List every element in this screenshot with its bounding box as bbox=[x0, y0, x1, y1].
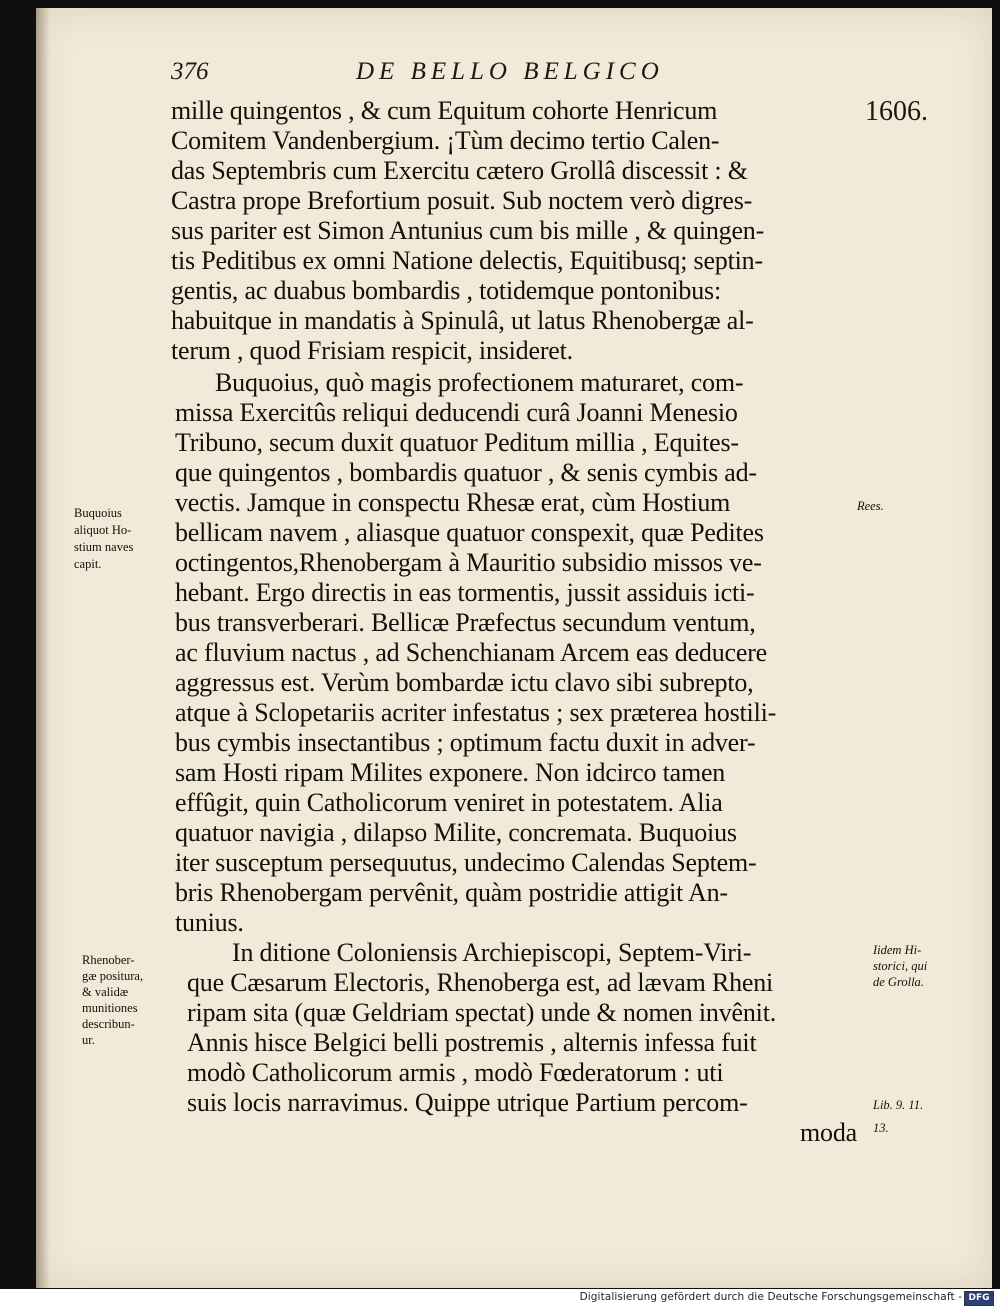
margin-note-right: Iidem Hi- bbox=[873, 943, 922, 957]
body-line: ripam sita (quæ Geldriam spectat) unde & nomen invênit. bbox=[187, 998, 777, 1027]
body-line: vectis. Jamque in conspectu Rhesæ erat, cùm Hostium bbox=[175, 488, 731, 517]
body-line: tunius. bbox=[175, 908, 244, 937]
body-line: Buquoius, quò magis profectionem maturaret, com- bbox=[215, 368, 744, 397]
body-line: moda bbox=[800, 1118, 857, 1147]
margin-note-right: 13. bbox=[873, 1121, 889, 1135]
margin-year: 1606. bbox=[865, 96, 928, 127]
body-line: tis Peditibus ex omni Natione delectis, Equitibusq; septin- bbox=[171, 246, 763, 275]
body-line: habuitque in mandatis à Spinulâ, ut latus Rhenobergæ al- bbox=[171, 306, 754, 335]
margin-note-left: aliquot Ho- bbox=[74, 523, 132, 537]
body-line: Tribuno, secum duxit quatuor Peditum millia , Equites- bbox=[175, 428, 739, 457]
footer-credit: Digitalisierung gefördert durch die Deutsche Forschungsgemeinschaft - bbox=[579, 1291, 962, 1303]
body-line: que Cæsarum Electoris, Rhenoberga est, ad lævam Rheni bbox=[187, 968, 774, 997]
margin-note-left: munitiones bbox=[82, 1001, 138, 1015]
margin-note-right: Lib. 9. 11. bbox=[873, 1098, 924, 1112]
running-head: DE BELLO BELGICO bbox=[356, 58, 664, 85]
body-line: bus transverberari. Bellicæ Præfectus secundum ventum, bbox=[175, 608, 756, 637]
margin-note-left: ur. bbox=[82, 1033, 95, 1047]
body-line: atque à Sclopetariis acriter infestatus ; sex præterea hostili- bbox=[175, 698, 777, 727]
margin-note-left: describun- bbox=[82, 1017, 135, 1031]
body-line: suis locis narravimus. Quippe utrique Partium percom- bbox=[187, 1088, 748, 1117]
margin-note-left: Rhenober- bbox=[82, 953, 135, 967]
body-line: mille quingentos , & cum Equitum cohorte Henricum bbox=[171, 96, 718, 125]
body-line: sus pariter est Simon Antunius cum bis mille , & quingen- bbox=[171, 216, 765, 245]
body-line: que quingentos , bombardis quatuor , & senis cymbis ad- bbox=[175, 458, 757, 487]
body-line: bus cymbis insectantibus ; optimum factu duxit in adver- bbox=[175, 728, 756, 757]
dfg-logo: DFG bbox=[964, 1291, 994, 1306]
body-line: In ditione Coloniensis Archiepiscopi, Septem-Viri- bbox=[232, 938, 752, 967]
body-line: hebant. Ergo directis in eas tormentis, jussit assiduis icti- bbox=[175, 578, 755, 607]
margin-note-left: Buquoius bbox=[74, 506, 122, 520]
margin-note-right: Rees. bbox=[857, 499, 884, 513]
margin-note-right: de Grolla. bbox=[873, 975, 924, 989]
body-line: modò Catholicorum armis , modò Fœderatorum : uti bbox=[187, 1058, 724, 1087]
margin-note-left: stium naves bbox=[74, 540, 134, 554]
margin-note-left: capit. bbox=[74, 557, 102, 571]
body-line: das Septembris cum Exercitu cætero Grollâ discessit : & bbox=[171, 156, 748, 185]
margin-note-left: & validæ bbox=[82, 985, 129, 999]
body-line: aggressus est. Verùm bombardæ ictu clavo sibi subrepto, bbox=[175, 668, 754, 697]
body-line: gentis, ac duabus bombardis , totidemque pontonibus: bbox=[171, 276, 721, 305]
body-line: effûgit, quin Catholicorum veniret in potestatem. Alia bbox=[175, 788, 723, 817]
gutter-shadow bbox=[36, 8, 50, 1288]
body-line: ac fluvium nactus , ad Schenchianam Arcem eas deducere bbox=[175, 638, 767, 667]
body-line: Annis hisce Belgici belli postremis , alternis infessa fuit bbox=[187, 1028, 757, 1057]
margin-note-left: gæ positura, bbox=[82, 969, 144, 983]
margin-note-right: storici, qui bbox=[873, 959, 928, 973]
body-line: Comitem Vandenbergium. ¡Tùm decimo tertio Calen- bbox=[171, 126, 720, 155]
body-line: sam Hosti ripam Milites exponere. Non idcirco tamen bbox=[175, 758, 726, 787]
body-line: missa Exercitûs reliqui deducendi curâ Joanni Menesio bbox=[175, 398, 738, 427]
body-line: iter susceptum persequutus, undecimo Calendas Septem- bbox=[175, 848, 757, 877]
body-line: bris Rhenobergam pervênit, quàm postridie attigit An- bbox=[175, 878, 728, 907]
body-line: quatuor navigia , dilapso Milite, concremata. Buquoius bbox=[175, 818, 737, 847]
body-line: bellicam navem , aliasque quatuor conspexit, quæ Pedites bbox=[175, 518, 764, 547]
page-number: 376 bbox=[171, 58, 209, 85]
body-line: Castra prope Brefortium posuit. Sub noctem verò digres- bbox=[171, 186, 753, 215]
body-line: octingentos,Rhenobergam à Mauritio subsidio missos ve- bbox=[175, 548, 762, 577]
body-line: terum , quod Frisiam respicit, insideret. bbox=[171, 336, 573, 365]
